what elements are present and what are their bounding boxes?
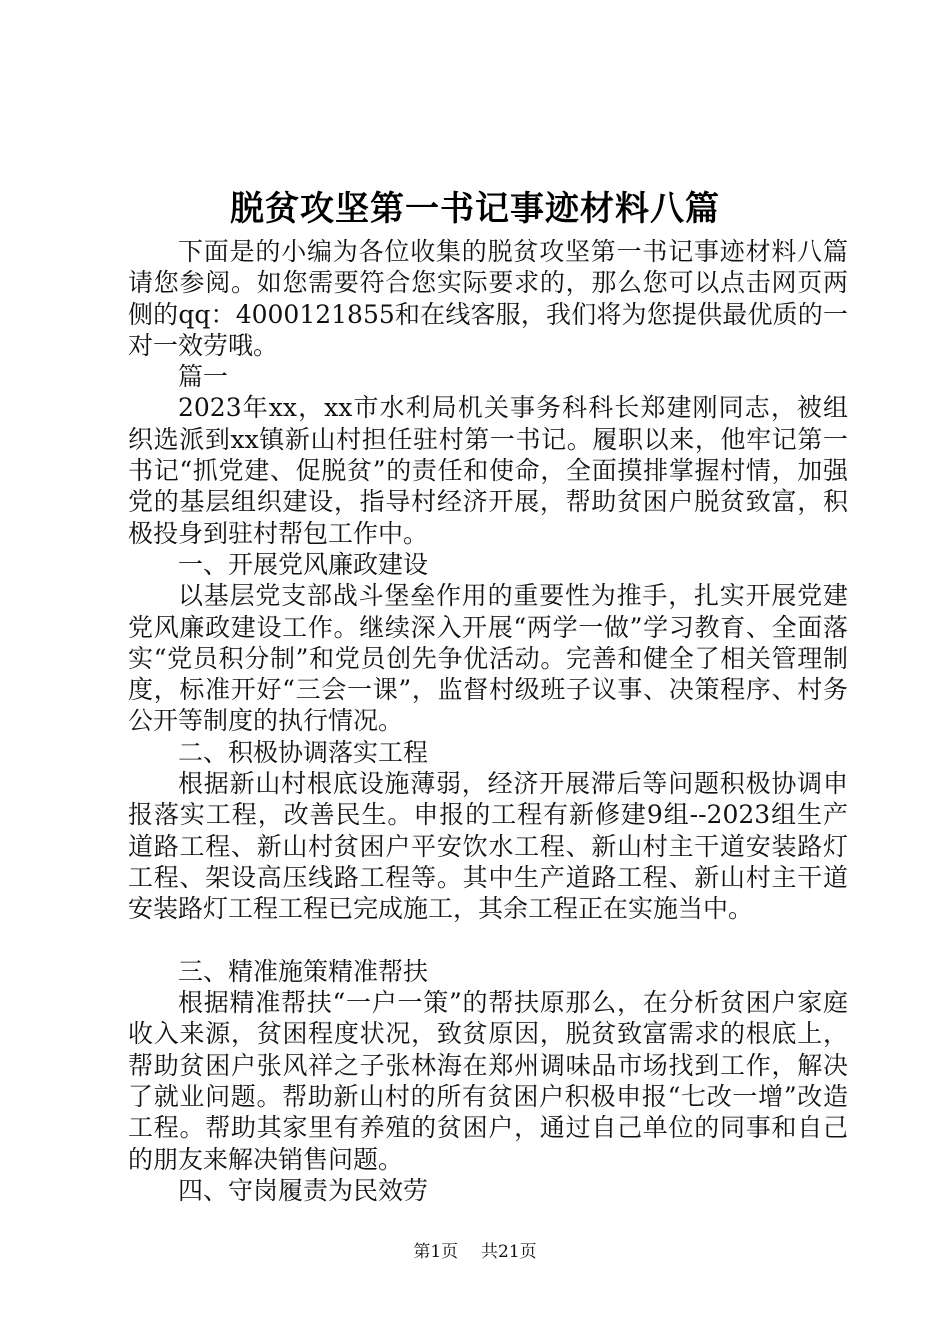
section-heading: 一、开展党风廉政建设 — [178, 549, 429, 579]
body-paragraph: 根据精准帮扶“一户一策”的帮扶原那么，在分析贫困户家庭收入来源，贫困程度状况，致贫原因，脱贫致富需求的根底上，帮助贫困户张风祥之子张林海在郑州调味品市场找到工作，解决了就业问题。帮助新山村的所有贫困户积极申报“七改一增”改造工程。帮助其家里有养殖的贫困户，通过自己单位的同事和自己的朋友来解决销售问题。 — [128, 988, 848, 1174]
section-heading-part-one: 篇一 — [178, 362, 229, 392]
page-footer — [0, 1240, 950, 1264]
blank-line — [128, 925, 848, 956]
document-title: 脱贫攻坚第一书记事迹材料八篇 — [230, 189, 720, 229]
section-heading: 三、精准施策精准帮扶 — [178, 956, 429, 986]
body-paragraph: 2023年xx，xx市水利局机关事务科科长郑建刚同志，被组织选派到xx镇新山村担任驻村第一书记。履职以来，他牢记第一书记“抓党建、促脱贫”的责任和使命，全面摸排掌握村情，加强党的基层组织建设，指导村经济开展，帮助贫困户脱贫致富，积极投身到驻村帮包工作中。 — [128, 393, 848, 548]
section-heading: 四、守岗履责为民效劳 — [178, 1175, 429, 1205]
page-number: 第1页 — [413, 1242, 459, 1262]
intro-paragraph: 下面是的小编为各位收集的脱贫攻坚第一书记事迹材料八篇请您参阅。如您需要符合您实际要求的，那么您可以点击网页两侧的qq：4000121855和在线客服，我们将为您提供最优质的一对一效劳哦。 — [128, 237, 848, 360]
section-heading: 二、积极协调落实工程 — [178, 737, 429, 767]
document-body — [128, 236, 848, 1206]
body-paragraph: 根据新山村根底设施薄弱，经济开展滞后等问题积极协调申报落实工程，改善民生。申报的工程有新修建9组--2023组生产道路工程、新山村贫困户平安饮水工程、新山村主干道安装路灯工程、架设高压线路工程等。其中生产道路工程、新山村主干道安装路灯工程工程已完成施工，其余工程正在实施当中。 — [128, 769, 848, 924]
page-total: 共21页 — [481, 1242, 537, 1262]
body-paragraph: 以基层党支部战斗堡垒作用的重要性为推手，扎实开展党建党风廉政建设工作。继续深入开展“两学一做”学习教育、全面落实“党员积分制”和党员创先争优活动。完善和健全了相关管理制度，标准开好“三会一课”，监督村级班子议事、决策程序、村务公开等制度的执行情况。 — [128, 581, 848, 736]
